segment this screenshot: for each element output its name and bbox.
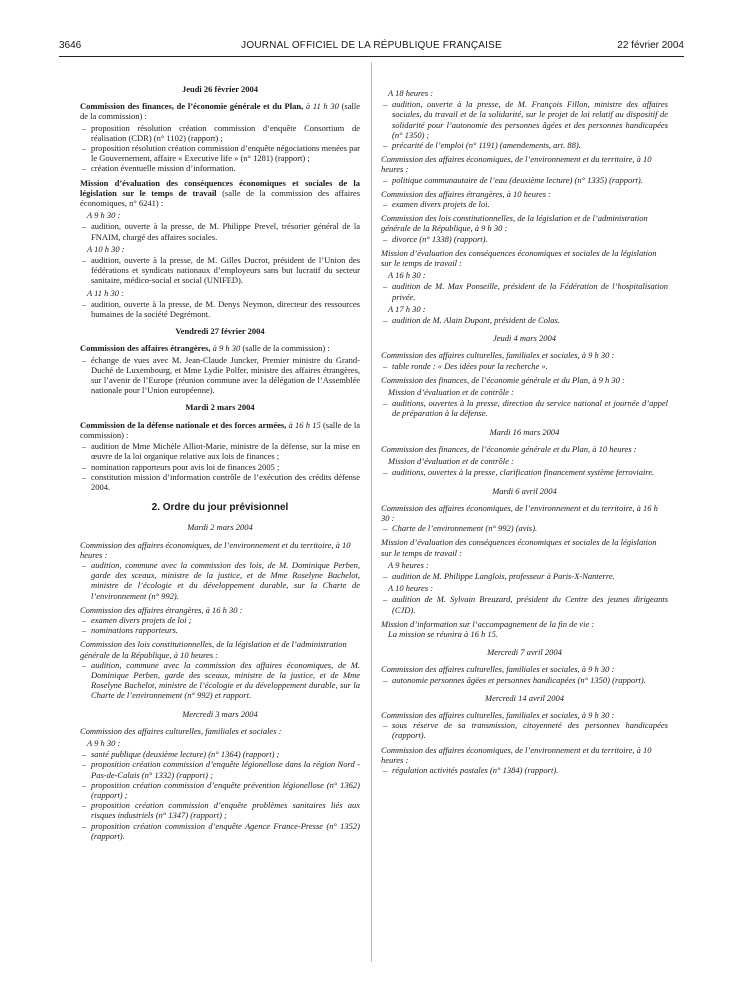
committee-intro: Commission des affaires culturelles, familiales et sociales, à 9 h 30 : xyxy=(381,350,615,361)
agenda-item: – sous réserve de sa transmission, citoyenneté des personnes handicapées (rapport). xyxy=(381,720,668,740)
committee-intro: Commission des affaires économiques, de l’environnement et du territoire, à 10 heures : xyxy=(381,154,652,175)
day-heading: Mercredi 14 avril 2004 xyxy=(485,692,564,703)
section-title: 2. Ordre du jour prévisionnel xyxy=(151,502,289,514)
agenda-item: – précarité de l’emploi (n° 1191) (amendements, art. 88). xyxy=(381,140,668,150)
agenda-item: – audition, ouverte à la presse, de M. Gilles Ducrot, président de l’Union des fédérations et syndicats nationaux d’employeurs sans but lucratif du secteur sanitaire, médico-social et social (UNIFED). xyxy=(80,255,360,286)
right-column xyxy=(381,86,668,775)
agenda-item: – audition de Mme Michèle Alliot-Marie, ministre de la défense, sur la mise en œuvre de la loi organique relative aux lois de finances ; xyxy=(80,441,360,461)
agenda-item: – nomination rapporteurs pour avis loi de finances 2005 ; xyxy=(80,462,360,472)
header-rule xyxy=(59,56,684,57)
committee-name: Commission des affaires étrangères, xyxy=(80,343,211,354)
agenda-item: – proposition résolution création commission d’enquête Consortium de réalisation (CDR) (n° 1102) (rapport) ; xyxy=(80,123,360,143)
time-label: A 10 heures : xyxy=(388,583,434,594)
time-label: A 9 heures : xyxy=(388,559,429,570)
meeting-room: (salle de la commission) : xyxy=(240,343,330,354)
committee-intro: Mission d’évaluation des conséquences économiques et sociales de la législation sur le temps de travail : xyxy=(381,247,657,269)
committee-intro: Commission des affaires économiques, de l’environnement et du territoire, à 10 heures : xyxy=(80,539,351,560)
journal-title: JOURNAL OFFICIEL DE LA RÉPUBLIQUE FRANÇAISE xyxy=(241,40,502,51)
column-divider xyxy=(371,62,372,962)
committee-intro xyxy=(80,420,360,440)
agenda-item: – auditions, ouvertes à la presse, direction du service national et journée d’appel de préparation à la défense. xyxy=(381,398,668,418)
time-label: A 16 h 30 : xyxy=(388,270,426,281)
page-header xyxy=(59,40,684,54)
agenda-item: – audition de M. Philippe Langlois, professeur à Paris-X-Nanterre. xyxy=(381,571,668,581)
agenda-item: – création éventuelle mission d’information. xyxy=(80,163,360,173)
committee-intro xyxy=(80,343,360,353)
day-heading: Mercredi 3 mars 2004 xyxy=(182,708,258,719)
agenda-item: – santé publique (deuxième lecture) (n° 1364) (rapport) ; xyxy=(80,749,360,759)
agenda-item: – proposition création commission d’enquête problèmes sanitaires liés aux risques industriels (n° 1347) (rapport) ; xyxy=(80,800,360,820)
committee-intro: Commission des finances, de l’économie générale et du Plan, à 9 h 30 : xyxy=(381,374,625,385)
time-label: A 9 h 30 : xyxy=(87,210,121,221)
committee-intro xyxy=(80,101,360,121)
agenda-item: – Charte de l’environnement (n° 992) (avis). xyxy=(381,523,668,533)
day-heading: Mardi 16 mars 2004 xyxy=(489,426,560,437)
meeting-time: à 11 h 30 xyxy=(303,101,339,112)
day-heading: Mardi 6 avril 2004 xyxy=(492,485,557,496)
issue-date: 22 février 2004 xyxy=(617,40,684,51)
agenda-item: – régulation activités postales (n° 1384) (rapport). xyxy=(381,765,668,775)
agenda-item: – audition de M. Sylvain Breuzard, président du Centre des jeunes dirigeants (CJD). xyxy=(381,594,668,614)
left-column xyxy=(80,84,360,841)
mission-note: La mission se réunira à 16 h 15. xyxy=(388,628,499,639)
agenda-item: – audition, commune avec la commission des affaires économiques, de M. Dominique Perben, garde des sceaux, ministre de la justice, et de Mme Roselyne Bachelot, ministre de l’écologie et du développement durable, sur la Charte de l’environnement (n° 992) et rapport. xyxy=(80,660,360,701)
mission-label: Mission d’évaluation et de contrôle : xyxy=(388,387,514,398)
committee-intro: Commission des affaires économiques, de l’environnement et du territoire, à 16 h 30 : xyxy=(381,502,658,523)
time-label: A 9 h 30 : xyxy=(87,737,121,748)
committee-intro: Commission des affaires culturelles, familiales et sociales, à 9 h 30 : xyxy=(381,664,615,675)
mission-label: Mission d’évaluation et de contrôle : xyxy=(388,456,514,467)
agenda-item: – audition de M. Max Ponseille, président de la Fédération de l’hospitalisation privée. xyxy=(381,281,668,301)
agenda-item: – audition, ouverte à la presse, de M. Philippe Prevel, trésorier général de la FNAIM, chargé des affaires sociales. xyxy=(80,221,360,241)
agenda-item: – proposition création commission d’enquête Agence France-Presse (n° 1352) (rapport). xyxy=(80,821,360,841)
agenda-item: – proposition création commission d’enquête légionellose dans la région Nord - Pas-de-Calais (n° 1332) (rapport) ; xyxy=(80,759,360,779)
meeting-time: à 16 h 15 xyxy=(286,419,321,430)
committee-name: Mission d’évaluation des conséquences économiques et sociales de la législation sur le temps de travail xyxy=(80,177,360,198)
agenda-item: – table ronde : « Des idées pour la recherche ». xyxy=(381,361,668,371)
time-label: A 10 h 30 : xyxy=(87,243,125,254)
agenda-item: – audition de M. Alain Dupont, président de Colas. xyxy=(381,315,668,325)
day-heading: Jeudi 26 février 2004 xyxy=(181,84,259,94)
day-heading: Mardi 2 mars 2004 xyxy=(185,402,255,413)
meeting-room: (salle de la commission) : xyxy=(80,101,360,122)
time-label: A 11 h 30 : xyxy=(87,287,124,298)
agenda-item: – audition, ouverte à la presse, de M. Denys Neymon, directeur des ressources humaines de la société Degrémont. xyxy=(80,299,360,319)
agenda-item: – nominations rapporteurs. xyxy=(80,625,360,635)
meeting-room: (salle de la commission) : xyxy=(80,419,360,440)
agenda-item: – audition, commune avec la commission des lois, de M. Dominique Perben, garde des sceaux, ministre de la justice, et de Mme Roselyne Bachelot, ministre de l’écologie et du développement durable, sur la Charte de l’environnement (n° 992). xyxy=(80,560,360,601)
committee-intro: Mission d’évaluation des conséquences économiques et sociales de la législation sur le temps de travail : xyxy=(381,537,657,558)
day-heading: Jeudi 4 mars 2004 xyxy=(492,333,557,344)
committee-intro: Commission des affaires étrangères, à 16 h 30 : xyxy=(80,604,243,615)
meeting-room: (salle de la commission des affaires économiques, n° 6241) : xyxy=(80,187,360,209)
committee-name: Commission des finances, de l’économie générale et du Plan, xyxy=(80,101,304,112)
agenda-item: – proposition résolution création commission d’enquête négociations menées par le Gouvernement, affaire « Executive life » (n° 1281) (rapport) ; xyxy=(80,143,360,163)
committee-intro: Commission des finances, de l’économie générale et du Plan, à 10 heures : xyxy=(381,443,637,454)
day-heading: Mercredi 7 avril 2004 xyxy=(487,647,562,658)
agenda-item: – politique communautaire de l’eau (deuxième lecture) (n° 1335) (rapport). xyxy=(381,175,668,185)
committee-intro: Commission des affaires culturelles, familiales et sociales : xyxy=(80,725,282,736)
agenda-item: – auditions, ouvertes à la presse, clarification financement système ferroviaire. xyxy=(381,467,668,477)
agenda-item: – audition, ouverte à la presse, de M. François Fillon, ministre des affaires sociales, du travail et de la solidarité, sur le projet de loi relatif au dispositif de solidarité pour l’autonomie des personnes âgées et des personnes handicapées (n° 1350) ; xyxy=(381,99,668,140)
committee-intro: Commission des affaires économiques, de l’environnement et du territoire, à 10 heures : xyxy=(381,744,652,765)
committee-intro: Commission des lois constitutionnelles, de la législation et de l’administration générale de la République, à 9 h 30 : xyxy=(381,213,648,234)
agenda-item: – autonomie personnes âgées et personnes handicapées (n° 1350) (rapport). xyxy=(381,675,668,685)
agenda-item: – échange de vues avec M. Jean-Claude Juncker, Premier ministre du Grand-Duché de Luxembourg, et Mme Lydie Polfer, ministre des affaires étrangères, sur l’avenir de l’Europe (réunion commune avec la délégation de l’Assemblée nationale pour l’Union européenne). xyxy=(80,355,360,396)
agenda-item: – divorce (n° 1338) (rapport). xyxy=(381,234,668,244)
agenda-item: – proposition création commission d’enquête prévention légionellose (n° 1362) (rapport) ; xyxy=(80,780,360,800)
committee-intro: Commission des affaires étrangères, à 10 heures : xyxy=(381,188,551,199)
committee-intro: Mission d’information sur l’accompagnement de la fin de vie : xyxy=(381,618,595,629)
time-label: A 17 h 30 : xyxy=(388,303,426,314)
agenda-item: – examen divers projets de loi ; xyxy=(80,615,360,625)
committee-name: Commission de la défense nationale et des forces armées, xyxy=(80,419,287,430)
day-heading: Vendredi 27 février 2004 xyxy=(175,326,265,337)
committee-intro xyxy=(80,178,360,209)
agenda-item: – constitution mission d’information contrôle de l’exécution des crédits défense 2004. xyxy=(80,472,360,492)
committee-intro: Commission des affaires culturelles, familiales et sociales, à 9 h 30 : xyxy=(381,709,615,720)
day-heading: Mardi 2 mars 2004 xyxy=(187,522,253,533)
committee-intro: Commission des lois constitutionnelles, de la législation et de l’administration générale de la République, à 10 heures : xyxy=(80,639,347,660)
page-number: 3646 xyxy=(59,40,82,51)
agenda-item: – examen divers projets de loi. xyxy=(381,199,668,209)
time-label: A 18 heures : xyxy=(388,88,434,98)
meeting-time: à 9 h 30 xyxy=(210,343,241,354)
